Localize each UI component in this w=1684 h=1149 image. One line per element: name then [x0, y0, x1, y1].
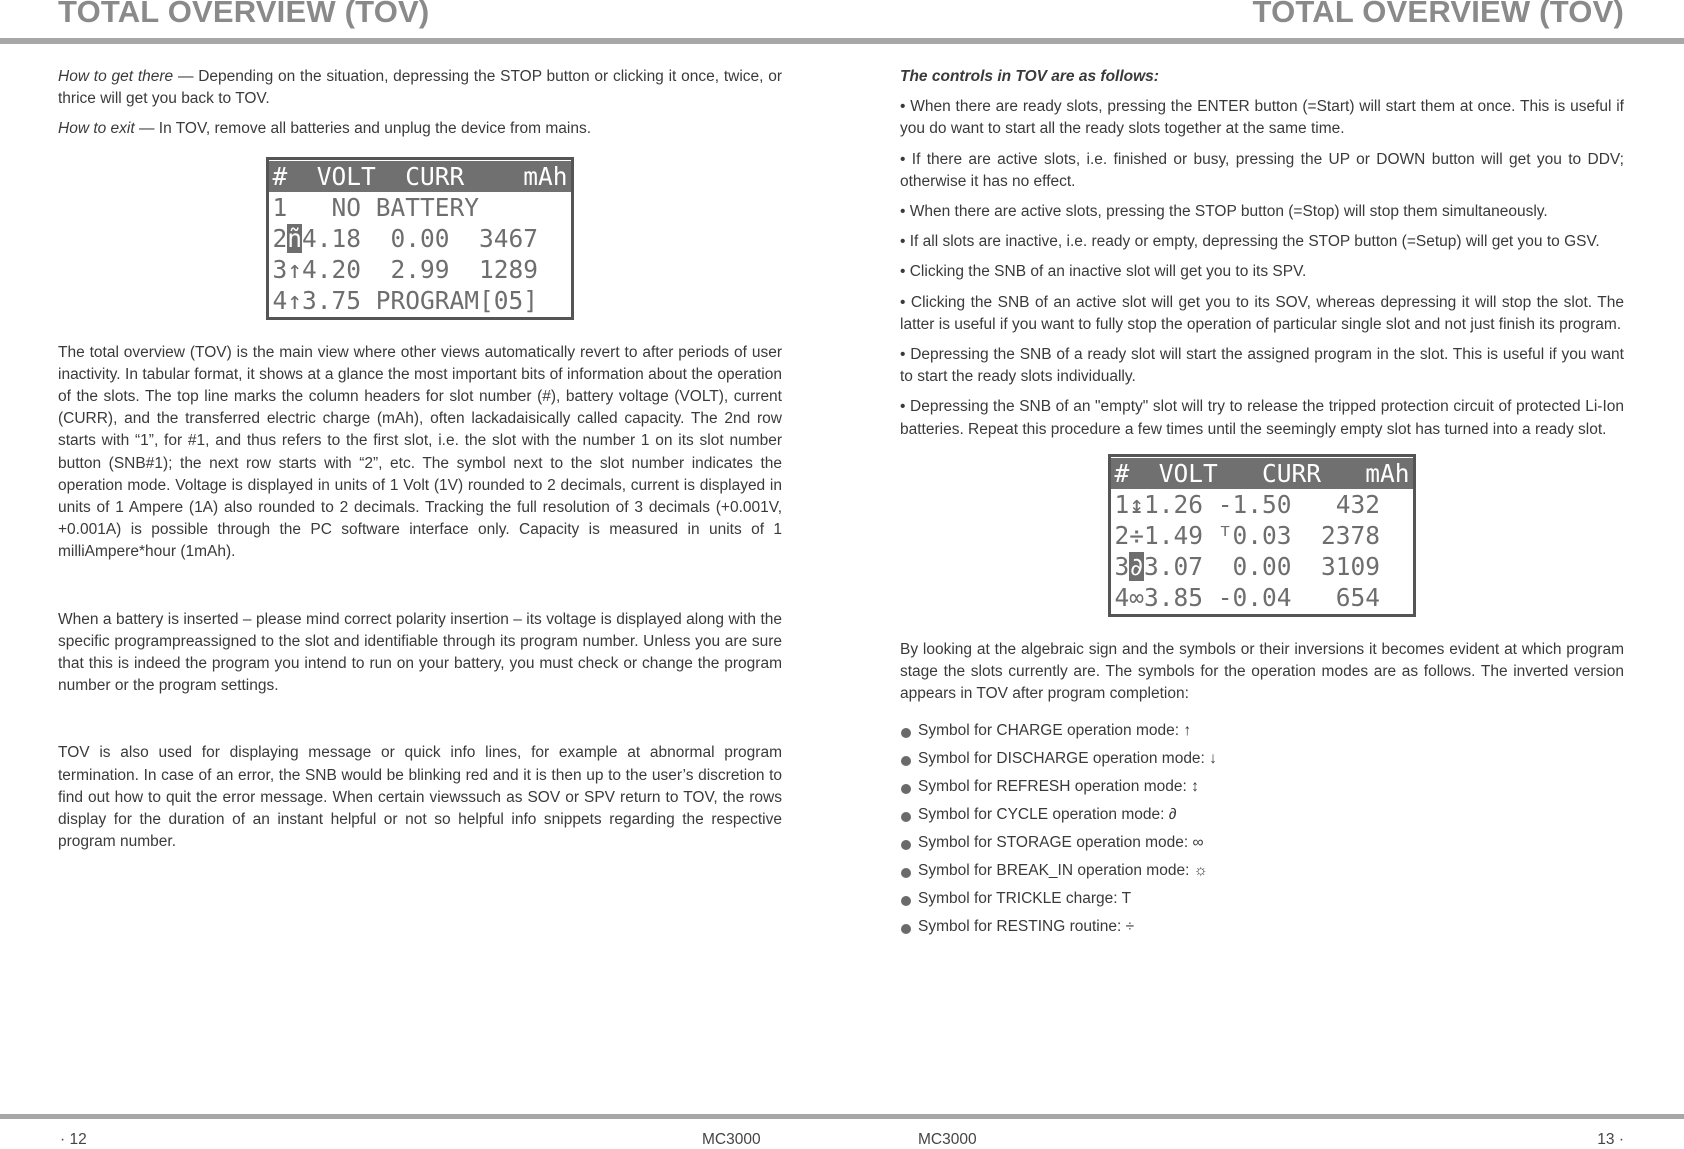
symbol-list	[900, 717, 1624, 941]
control-bullet: • Clicking the SNB of an active slot will get you to its SOV, whereas depressing it will stop the slot. The latter is useful if you want to fully stop the operation of particular single slot and not just finish its program.	[900, 293, 1624, 333]
footer-divider	[0, 1114, 1684, 1119]
lcd-display-2-wrapper	[900, 454, 1624, 617]
header-divider	[0, 38, 1684, 44]
how-to-get-there-paragraph	[58, 66, 782, 110]
symbol-list-item: Symbol for REFRESH operation mode: ↕	[900, 773, 1624, 801]
page-title-left: TOTAL OVERVIEW (TOV)	[58, 0, 430, 29]
control-bullet: • Depressing the SNB of an "empty" slot will try to release the tripped protection circuit of protected Li-Ion batteries. Repeat this procedure a few times until the seemingly empty slot has turned into a ready slot.	[900, 398, 1624, 438]
lcd-row-3: 3↑4.20 2.99 1289	[272, 254, 538, 284]
control-bullet: • When there are active slots, pressing the STOP button (=Stop) will stop them simultaneously.	[900, 203, 1548, 221]
lcd-row-2-slot: 2	[272, 223, 288, 253]
symbols-intro-paragraph: By looking at the algebraic sign and the symbols or their inversions it becomes evident at which program stage the slots currently are. The symbols for the operation modes are as follows. The inverted version appears in TOV after program completion:	[900, 640, 1624, 703]
control-bullet: • When there are ready slots, pressing the ENTER button (=Start) will start them at once. This is useful if you do want to start all the ready slots together at the same time.	[900, 98, 1624, 138]
lcd-row-2: 2÷1.49 ᵀ0.03 2378	[1114, 520, 1380, 550]
lcd-row-2	[269, 223, 570, 254]
how-to-exit-label: How to exit	[58, 120, 135, 138]
lcd-row-3-values: 3.07 0.00 3109	[1144, 551, 1381, 581]
page-number-right: 13 ·	[1597, 1131, 1624, 1148]
control-bullet: • If all slots are inactive, i.e. ready or empty, depressing the STOP button (=Setup) will get you to GSV.	[900, 233, 1600, 251]
lcd-display-1-wrapper	[58, 157, 782, 320]
tov-description-paragraph: The total overview (TOV) is the main view where other views automatically revert to after periods of user inactivity. In tabular format, it shows at a glance the most important bits of information about the operation of the slots. The top line marks the column headers for slot number (#), battery voltage (VOLT), current (CURR), and the transferred electric charge (mAh), often lackadaisically called capacity. The 2nd row starts with “1”, for #1, and thus refers to the first slot, i.e. the slot with the number 1 on its slot number button (SNB#1); the next row starts with “2”, etc. The symbol next to the slot number indicates the operation mode. Voltage is displayed in units of 1 Volt (1V) rounded to 2 decimals, current is displayed in units of 1 Ampere (1A) also rounded to 2 decimals. Tracking the full resolution of 3 decimals (+0.001V, +0.001A) is possible through the PC software interface only. Capacity is measured in units of 1 milliAmpere*hour (1mAh).	[58, 343, 782, 561]
battery-inserted-paragraph: When a battery is inserted – please mind correct polarity insertion – its voltage is displayed along with the specific programpreassigned to the slot and identifiable through its program number. Unless you are sure that this is indeed the program you intend to run on your battery, you must check or change the program number or the program settings.	[58, 610, 782, 695]
symbol-list-item: Symbol for STORAGE operation mode: ∞	[900, 829, 1624, 857]
symbol-list-item: Symbol for TRICKLE charge: T	[900, 885, 1624, 913]
lcd-row-3-slot: 3	[1114, 551, 1130, 581]
lcd-row-1: 1 NO BATTERY	[272, 192, 553, 222]
control-bullet: • If there are active slots, i.e. finished or busy, pressing the UP or DOWN button will get you to DDV; otherwise it has no effect.	[900, 150, 1624, 190]
page-number-left: · 12	[60, 1131, 87, 1148]
symbol-list-item: Symbol for RESTING routine: ÷	[900, 913, 1624, 941]
lcd-display-modes	[1108, 454, 1415, 617]
model-name-left: MC3000	[702, 1131, 761, 1148]
info-lines-paragraph: TOV is also used for displaying message or quick info lines, for example at abnormal program termination. In case of an error, the SNB would be blinking red and it is then up to the user’s discretion to find out how to quit the error message. When certain viewssuch as SOV or SPV return to TOV, the rows display for the duration of an instant helpful or not so helpful info snippets regarding the respective program number.	[58, 744, 782, 851]
left-page-column	[58, 66, 782, 853]
lcd-display-tov	[266, 157, 573, 320]
how-to-get-there-label: How to get there	[58, 68, 174, 85]
how-to-exit-text: — In TOV, remove all batteries and unplug the device from mains.	[134, 120, 592, 138]
controls-heading: The controls in TOV are as follows:	[900, 68, 1159, 85]
lcd-header-row: # VOLT CURR mAh	[1111, 458, 1412, 489]
lcd-row-4: 4∞3.85 -0.04 654	[1114, 582, 1380, 612]
control-bullet: • Depressing the SNB of a ready slot will start the assigned program in the slot. This is useful if you want to start the ready slots individually.	[900, 346, 1624, 386]
symbol-list-item: Symbol for BREAK_IN operation mode: ☼	[900, 857, 1624, 885]
lcd-row-2-values: 4.18 0.00 3467	[302, 223, 539, 253]
lcd-header-row: # VOLT CURR mAh	[269, 161, 570, 192]
how-to-exit-paragraph	[58, 118, 782, 140]
lcd-row-2-mode-symbol: ñ	[287, 223, 303, 253]
symbol-list-item: Symbol for DISCHARGE operation mode: ↓	[900, 745, 1624, 773]
how-to-get-there-text: — Depending on the situation, depressing the STOP button or clicking it once, twice, or thrice will get you back to TOV.	[58, 68, 783, 108]
symbol-list-item: Symbol for CHARGE operation mode: ↑	[900, 717, 1624, 745]
right-page-column	[900, 66, 1624, 941]
lcd-row-1: 1↨1.26 -1.50 432	[1114, 489, 1380, 519]
lcd-row-4: 4↑3.75 PROGRAM[05]	[272, 285, 538, 315]
lcd-row-3	[1111, 551, 1412, 582]
page-title-right: TOTAL OVERVIEW (TOV)	[1252, 0, 1624, 29]
control-bullet: • Clicking the SNB of an inactive slot will get you to its SPV.	[900, 263, 1307, 281]
symbol-list-item: Symbol for CYCLE operation mode: ∂	[900, 801, 1624, 829]
lcd-row-3-mode-symbol: ∂	[1129, 551, 1145, 581]
model-name-right: MC3000	[918, 1131, 977, 1148]
